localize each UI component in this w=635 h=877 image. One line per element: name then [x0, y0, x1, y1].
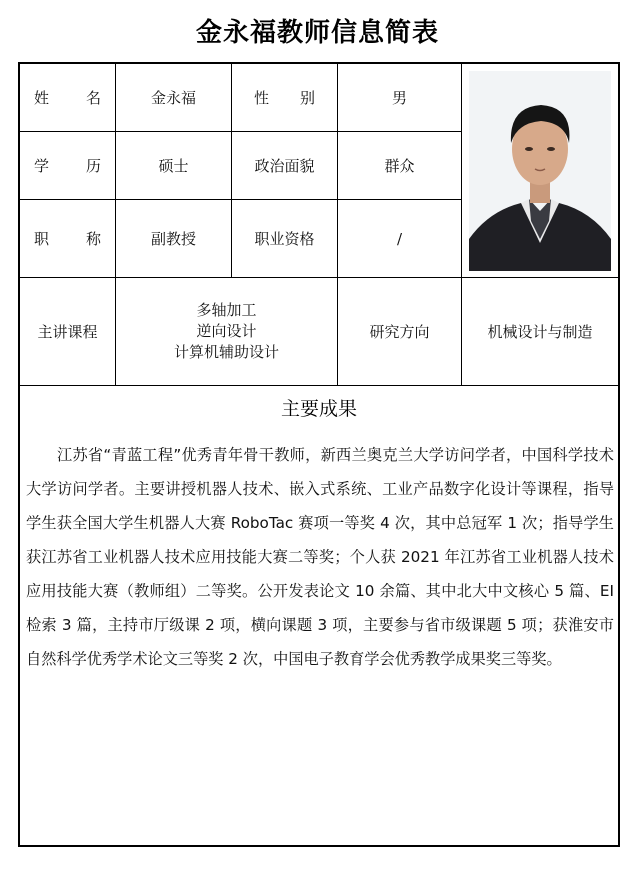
name-label-char-1: 姓	[34, 89, 50, 107]
page-title: 金永福教师信息简表	[195, 18, 439, 48]
info-table	[18, 62, 620, 847]
achievements-text: 江苏省“青蓝工程”优秀青年骨干教师，新西兰奥克兰大学访问学者，中国科学技术大学访问学者。主要讲授机器人技术、嵌入式系统、工业产品数字化设计等课程，指导学生获全国大学生机器人大赛 RoboTac 赛项一等奖 4 次，其中总冠军 1 次；指导学生获江苏省工业机器人技术应用技能大赛二等奖；个人获 2021 年江苏省工业机器人技术应用技能大赛（教师组）二等奖。公开发表论文 10 余篇、其中北大中文核心 5 篇、EI 检索 3 篇，主持市厅级课 2 项，横向课题 3 项，主要参与省市级课题 5 项；获淮安市自然科学优秀学术论文三等奖 2 次，中国电子教育学会优秀教学成果奖三等奖。	[26, 446, 614, 668]
courses-label: 主讲课程	[20, 278, 116, 386]
rank-value: 副教授	[116, 200, 232, 278]
political-label: 政治面貌	[232, 132, 338, 200]
name-label	[20, 64, 116, 132]
qualification-label: 职业资格	[232, 200, 338, 278]
research-label: 研究方向	[338, 278, 462, 386]
teacher-photo	[469, 71, 611, 271]
achievements-heading: 主要成果	[280, 398, 357, 420]
rank-label-char-2: 称	[85, 230, 101, 248]
gender-value: 男	[338, 64, 462, 132]
research-value: 机械设计与制造	[462, 278, 618, 386]
education-value: 硕士	[116, 132, 232, 200]
photo-cell	[462, 64, 618, 278]
course-item: 多轴加工	[196, 301, 257, 319]
gender-label	[232, 64, 338, 132]
education-label	[20, 132, 116, 200]
course-item: 逆向设计	[196, 322, 257, 340]
political-value: 群众	[338, 132, 462, 200]
gender-label-char-2: 别	[299, 89, 315, 107]
name-label-char-2: 名	[85, 89, 101, 107]
qualification-value: /	[338, 200, 462, 278]
course-item: 计算机辅助设计	[173, 343, 279, 361]
education-label-char-1: 学	[34, 157, 50, 175]
rank-label-char-1: 职	[34, 230, 50, 248]
gender-label-char-1: 性	[254, 89, 270, 107]
name-value: 金永福	[116, 64, 232, 132]
courses-list	[116, 278, 338, 386]
education-label-char-2: 历	[85, 157, 101, 175]
rank-label	[20, 200, 116, 278]
